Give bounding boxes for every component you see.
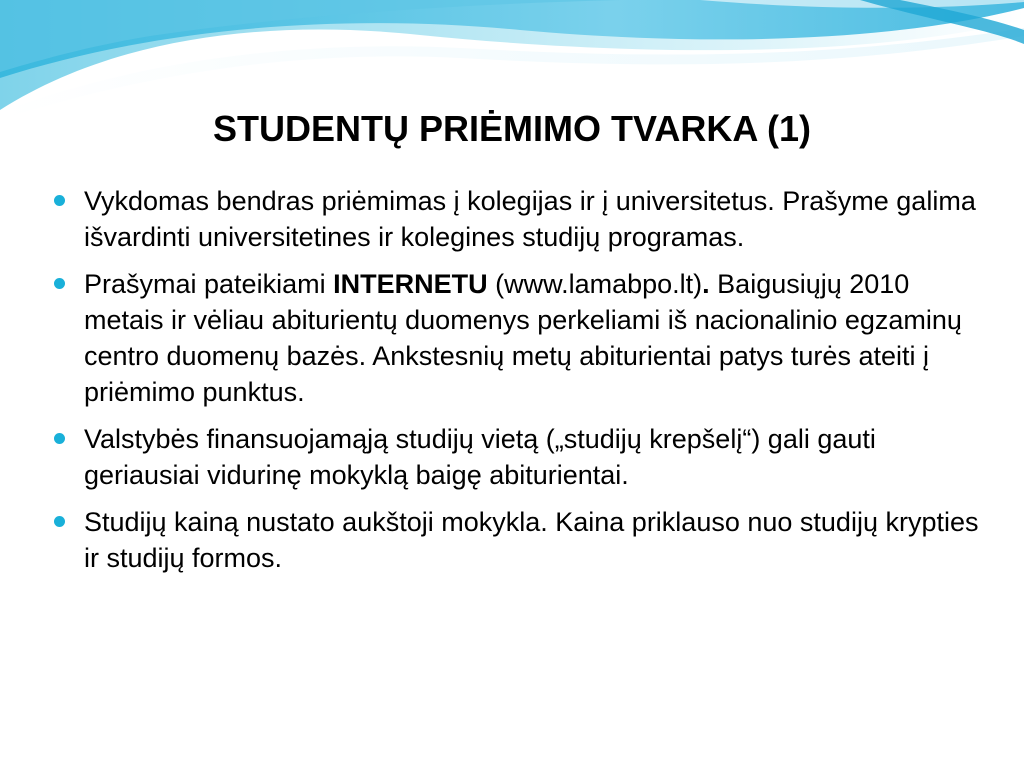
bullet-text-after: Baigusiųjų 2010 metais ir vėliau abiturientų duomenys perkeliami iš nacionalinio egzaminų centro duomenų bazės. Ankstesnių metų abiturientai patys turės ateiti į priėmimo punktus. xyxy=(84,269,962,407)
bullet-item xyxy=(52,504,982,576)
bullet-dot-icon xyxy=(54,195,65,206)
bullet-dot-icon xyxy=(54,516,65,527)
slide-title: STUDENTŲ PRIĖMIMO TVARKA (1) xyxy=(213,108,811,149)
bullet-list xyxy=(52,183,982,587)
bullet-text: Vykdomas bendras priėmimas į kolegijas ir į universitetus. Prašyme galima išvardinti universitetines ir kolegines studijų programas. xyxy=(84,186,976,252)
bullet-dot-icon xyxy=(54,433,65,444)
bullet-bold-period: . xyxy=(702,269,710,299)
bullet-item xyxy=(52,183,982,255)
bullet-text: Studijų kainą nustato aukštoji mokykla. Kaina priklauso nuo studijų krypties ir studijų formos. xyxy=(84,507,979,573)
bullet-dot-icon xyxy=(54,278,65,289)
bullet-text-before: Prašymai pateikiami xyxy=(84,269,334,299)
bullet-item xyxy=(52,421,982,493)
bullet-bold-text: INTERNETU xyxy=(333,269,488,299)
bullet-text: Valstybės finansuojamąją studijų vietą („studijų krepšelį“) gali gauti geriausiai vidurinę mokyklą baigę abiturientai. xyxy=(84,424,876,490)
bullet-item xyxy=(52,266,982,410)
bullet-text-mid: (www.lamabpo.lt) xyxy=(487,269,703,299)
header-wave-decoration xyxy=(0,0,1024,120)
